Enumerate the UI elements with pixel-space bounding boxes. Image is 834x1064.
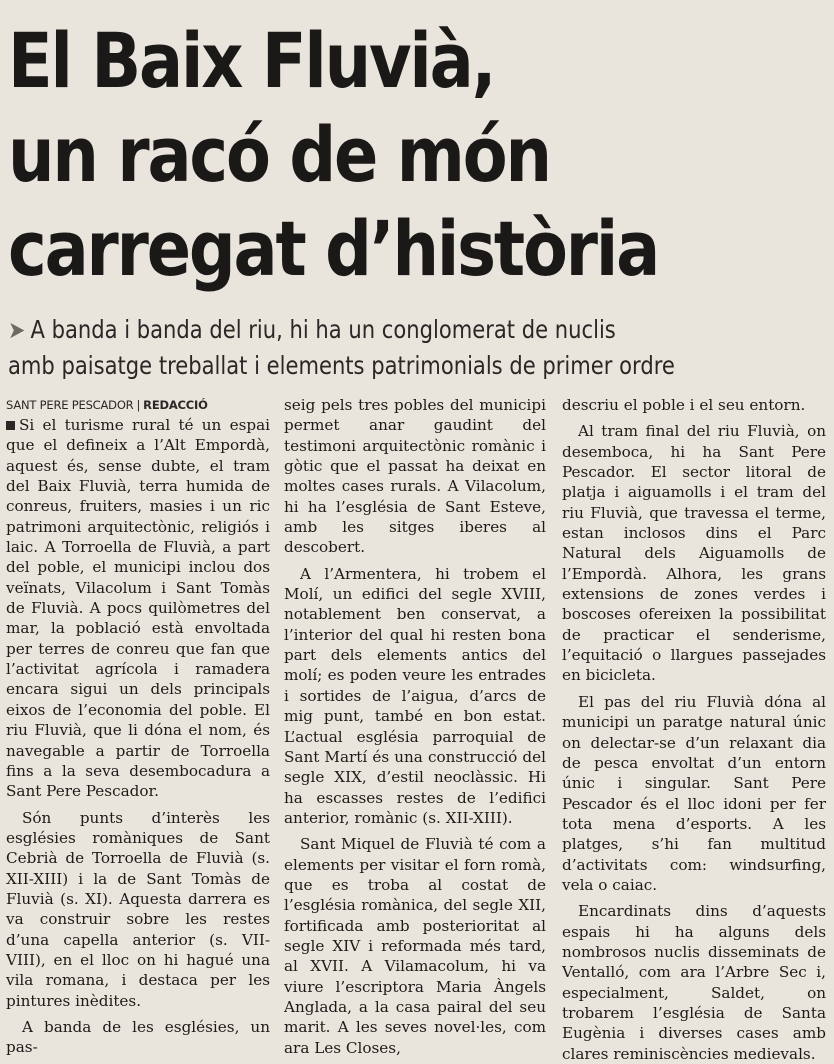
headline-line-1: El Baix Fluvià, <box>8 16 495 105</box>
headline-line-3: carregat d’història <box>8 204 659 293</box>
article-column-2 <box>284 395 546 1058</box>
headline-line-2: un racó de món <box>8 110 550 199</box>
paragraph: A l’Armentera, hi trobem el Molí, un edifici del segle XVIII, notablement ben conservat, a l’interior del qual hi resten bona part dels elements antics del molí; es poden veure les entrades i sortides de l’aigua, d’arcs de mig punt, també en bon estat. L’actual església parroquial de Sant Martí és una construcció del segle XIX, d’estil neoclàssic. Hi ha escasses restes de l’edifici anterior, romànic (s. XII-XIII). <box>284 564 546 827</box>
paragraph: seig pels tres pobles del municipi permet anar gaudint del testimoni arquitectònic romànic i gòtic que el passat ha deixat en moltes cases rurals. A Vilacolum, hi ha l’església de Sant Esteve, amb les sitges iberes al descobert. <box>284 396 546 557</box>
byline-agency: REDACCIÓ <box>143 398 208 412</box>
paragraph <box>6 415 270 802</box>
paragraph: El pas del riu Fluvià dóna al municipi un paratge natural únic on delectar-se d’un relaxant dia de pesca envoltat d’un entorn únic i singular. Sant Pere Pescador és el lloc idoni per fer tota mena d’esports. A les platges, s’hi fan multitud d’activitats com: windsurfing, vela o caiac. <box>562 692 826 894</box>
paragraph: Encardinats dins d’aquests espais hi ha alguns dels nombrosos nuclis disseminats de Ventalló, com ara l’Arbre Sec i, especialment, Saldet, on trobarem l’església de Santa Eugènia i diverses cases amb clares reminiscències medievals. <box>562 902 826 1063</box>
paragraph: Al tram final del riu Fluvià, on desemboca, hi ha Sant Pere Pescador. El sector litoral de platja i aiguamolls i el tram del riu Fluvià, que travessa el terme, estan inclosos dins el Parc Natural dels Aiguamolls de l’Empordà. Alhora, les grans extensions de zones verdes i boscoses ofereixen la possibilitat de practicar el senderisme, l’equitació o llargues passejades en bicicleta. <box>562 422 826 685</box>
byline <box>6 395 270 415</box>
paragraph-text: Si el turisme rural té un espai que el defineix a l’Alt Empordà, aquest és, sense dubte, el tram del Baix Fluvià, terra humida de conreus, fruiters, masies i un ric patrimoni arquitectònic, religiós i laic. A Torroella de Fluvià, a part del poble, el municipi inclou dos veïnats, Vilacolum i Sant Tomàs de Fluvià. A pocs quilòmetres del mar, la població està envoltada per terres de conreu que fan que l’activitat agrícola i ramadera encara sigui un dels principals eixos de l’economia del poble. El riu Fluvià, que li dóna el nom, és navegable a partir de Torroella fins a la seva desembocadura a Sant Pere Pescador. <box>6 416 270 801</box>
subheadline-line-2: amb paisatge treballat i elements patrimonials de primer ordre <box>8 351 675 380</box>
subheadline-line-1: A banda i banda del riu, hi ha un conglomerat de nuclis <box>30 315 616 344</box>
article-column-3 <box>562 395 826 1064</box>
paragraph: Són punts d’interès les esglésies romàniques de Sant Cebrià de Torroella de Fluvià (s. XII-XIII) i la de Sant Tomàs de Fluvià (s. XI). Aquesta darrera es va construir sobre les restes d’una capella anterior (s. VII-VIII), en el lloc on hi hagué una vila romana, i destaca per les pintures inèdites. <box>6 808 270 1010</box>
arrow-icon: ➤ <box>8 316 26 344</box>
headline <box>8 14 713 296</box>
paragraph: Sant Miquel de Fluvià té com a elements per visitar el forn romà, que es troba al costat de l’església romànica, del segle XII, fortificada amb posterioritat al segle XIV i reformada més tard, al XVII. A Vilamacolum, hi va viure l’escriptora Maria Àngels Anglada, a la casa pairal del seu marit. A les seves novel·les, com ara Les Closes, <box>284 835 546 1057</box>
subheadline <box>8 312 782 383</box>
byline-place: SANT PERE PESCADOR <box>6 398 134 412</box>
paragraph: descriu el poble i el seu entorn. <box>562 396 806 414</box>
paragraph: A banda de les esglésies, un pas- <box>6 1017 270 1057</box>
byline-separator: | <box>136 398 141 412</box>
article-column-1 <box>6 395 270 1058</box>
square-bullet-icon <box>6 421 15 430</box>
